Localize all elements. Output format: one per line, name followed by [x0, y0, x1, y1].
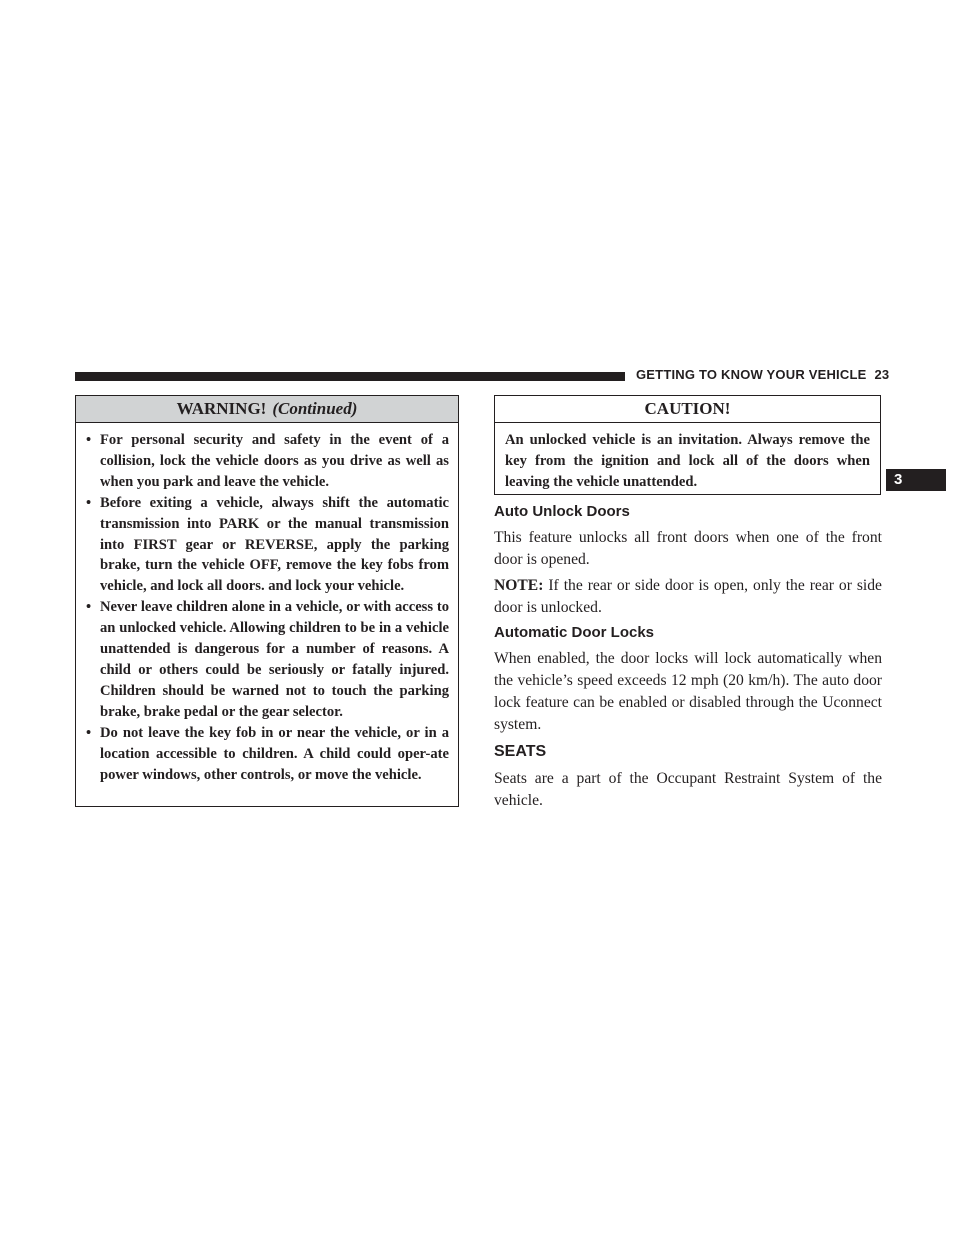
section-title: GETTING TO KNOW YOUR VEHICLE [636, 367, 867, 382]
chapter-tab: 3 [886, 469, 946, 491]
auto-lock-body [494, 648, 882, 736]
auto-lock-section [494, 624, 882, 641]
continued-label: (Continued) [272, 399, 358, 418]
seats-section [494, 743, 882, 761]
auto-lock-heading: Automatic Door Locks [494, 624, 655, 641]
list-item: • Never leave children alone in a vehicle, or with access to an unlocked vehicle. Allowing children to be in a vehicle unattended is dangerous for a number of reasons. A child or others could be seriously or fatally injured. Children should be warned not to touch the parking brake, brake pedal or the gear selector. [86, 599, 449, 720]
caution-box [494, 395, 881, 495]
note-text: If the rear or side door is open, only the rear or side door is unlocked. [494, 577, 882, 616]
list-item: • Before exiting a vehicle, always shift the automatic transmission into PARK or the manual transmission into FIRST gear or REVERSE, apply the parking brake, turn the vehicle OFF, remove the key fobs from vehicle, and lock all doors. and lock your vehicle. [86, 494, 449, 595]
list-item: • Do not leave the key fob in or near the vehicle, or in a location accessible to children. A child could oper-ate power windows, other controls, or move the vehicle. [86, 724, 449, 783]
auto-unlock-body [494, 527, 882, 571]
warning-title [76, 396, 458, 423]
list-item: • For personal security and safety in the event of a collision, lock the vehicle doors as you drive as well as when you park and leave the vehicle. [86, 432, 449, 490]
running-header [636, 367, 889, 382]
bullet-icon: • [86, 432, 92, 448]
auto-unlock-note [494, 575, 882, 619]
bullet-icon: • [86, 724, 92, 741]
page-number: 23 [874, 367, 890, 382]
seats-body [494, 768, 882, 812]
auto-unlock-paragraph: This feature unlocks all front doors when one of the front door is opened. [494, 529, 882, 568]
auto-unlock-heading: Auto Unlock Doors [494, 503, 630, 520]
bullet-icon: • [86, 599, 92, 616]
auto-unlock-section [494, 503, 882, 520]
caution-title: CAUTION! [495, 396, 880, 423]
warning-label: WARNING! [176, 399, 267, 418]
seats-heading: SEATS [494, 743, 547, 760]
note-label: NOTE: [494, 577, 544, 594]
bullet-icon: • [86, 494, 92, 511]
seats-paragraph: Seats are a part of the Occupant Restraint System of the vehicle. [494, 770, 882, 809]
warning-list [76, 423, 458, 785]
header-rule [75, 372, 625, 381]
auto-lock-paragraph: When enabled, the door locks will lock automatically when the vehicle’s speed exceeds 12 mph (20 km/h). The auto door lock feature can be enabled or disabled through the Uconnect system. [494, 650, 882, 733]
caution-text: An unlocked vehicle is an invitation. Always remove the key from the ignition and lock all of the doors when leaving the vehicle unattended. [505, 432, 870, 490]
warning-box [75, 395, 459, 807]
